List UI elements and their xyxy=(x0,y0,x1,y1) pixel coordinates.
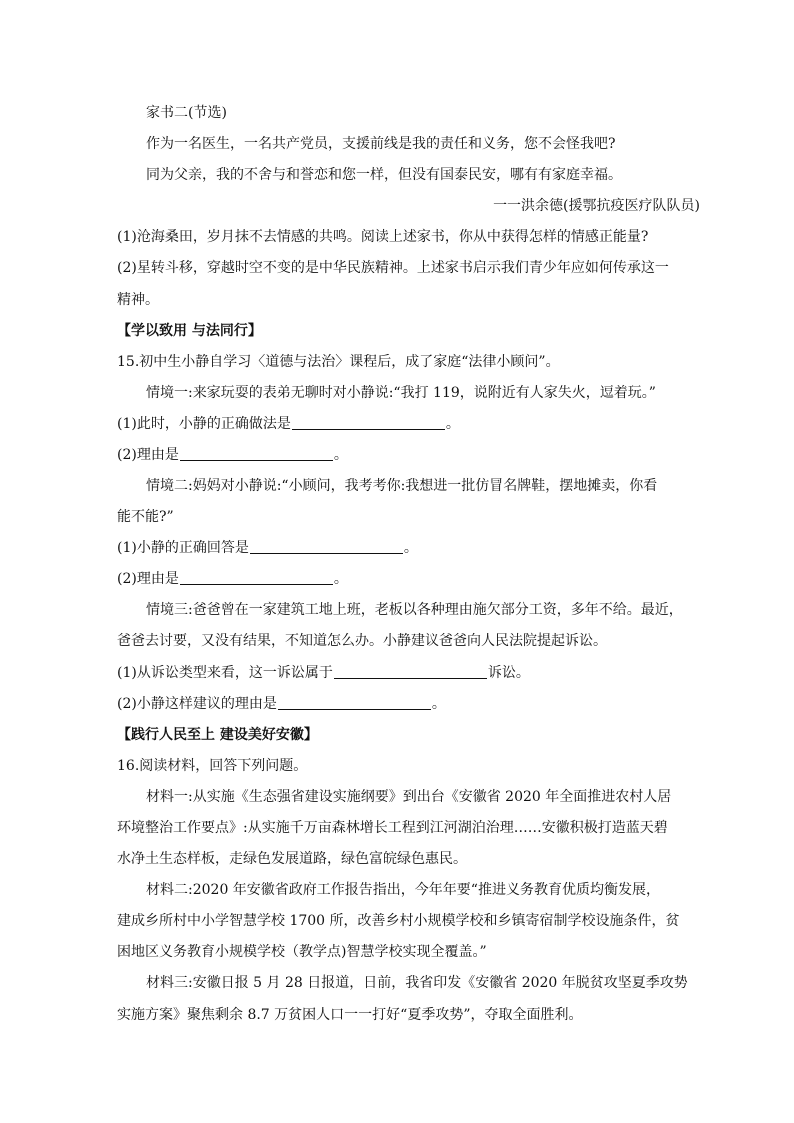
scenario-2-answer-1: (1)小静的正确回答是 。 xyxy=(117,540,418,556)
question-14-sub2: (2)星转斗移，穿越时空不变的是中华民族精神。上述家书启示我们青少年应如何传承这一 xyxy=(117,260,669,276)
letter-paragraph: 同为父亲，我的不舍与和誉恋和您一样，但没有国泰民安，哪有有家庭幸福。 xyxy=(146,167,622,183)
scenario-2-answer-2: (2)理由是 。 xyxy=(117,571,348,587)
material-3: 材料三:安徽日报 5 月 28 日报道，日前，我省印发《安徽省 2020 年脱贫攻坚夏季攻势 xyxy=(146,975,688,991)
answer-blank[interactable] xyxy=(292,415,445,430)
letter-signature: 一一洪余德(援鄂抗疫医疗队队员) xyxy=(493,198,700,214)
scenario-3-answer-1: (1)从诉讼类型来看，这一诉讼属于 诉讼。 xyxy=(117,665,530,681)
answer-blank[interactable] xyxy=(180,446,333,461)
scenario-3-answer-2: (2)小静这样建议的理由是 。 xyxy=(117,696,446,712)
question-14-sub2-cont: 精神。 xyxy=(117,292,159,308)
material-2-cont: 建成乡所村中小学智慧学校 1700 所，改善乡村小规模学校和乡镇寄宿制学校设施条件，贫 xyxy=(117,913,680,929)
material-2-cont: 困地区义务教育小规模学校（教学点)智慧学校实现全覆盖。” xyxy=(117,944,487,960)
scenario-1-text: 情境一:来家玩耍的表弟无聊时对小静说:“我打 119，说附近有人家失火，逗着玩。” xyxy=(146,385,656,401)
material-1-cont: 水净土生态样板，走绿色发展道路，绿色富皖绿色惠民。 xyxy=(117,851,467,867)
scenario-3-text-cont: 爸爸去讨要，又没有结果，不知道怎么办。小静建议爸爸向人民法院提起诉讼。 xyxy=(117,633,607,649)
scenario-2-text: 情境二:妈妈对小静说:“小顾问，我考考你:我想进一批仿冒名牌鞋，摆地摊卖，你看 xyxy=(146,478,658,494)
section-heading-law: 【学以致用 与法同行】 xyxy=(117,323,262,339)
scenario-1-answer-1: (1)此时，小静的正确做法是 。 xyxy=(117,416,460,432)
letter-paragraph: 作为一名医生，一名共产党员，支援前线是我的责任和义务，您不会怪我吧? xyxy=(146,136,616,152)
material-3-cont: 实施方案》聚焦剩余 8.7 万贫困人口一一打好“夏季攻势”，夺取全面胜利。 xyxy=(117,1007,583,1023)
scenario-2-text-cont: 能不能?” xyxy=(117,509,174,525)
answer-blank[interactable] xyxy=(180,570,333,585)
question-15-stem: 15.初中生小静自学习〈道德与法治〉课程后，成了家庭“法律小顾问”。 xyxy=(117,354,560,370)
answer-blank[interactable] xyxy=(250,539,403,554)
section-heading-anhui: 【践行人民至上 建设美好安徽】 xyxy=(117,727,318,743)
answer-blank[interactable] xyxy=(278,695,431,710)
question-16-stem: 16.阅读材料，回答下列问题。 xyxy=(117,758,308,774)
scenario-1-answer-2: (2)理由是 。 xyxy=(117,447,348,463)
material-1-cont: 环境整治工作要点》:从实施千万亩森林增长工程到江河湖泊治理……安徽积极打造蓝天碧 xyxy=(117,820,668,836)
scenario-3-text: 情境三:爸爸曾在一家建筑工地上班，老板以各种理由施欠部分工资，多年不给。最近， xyxy=(146,602,683,618)
material-1: 材料一:从实施《生态强省建设实施纲要》到出台《安徽省 2020 年全面推进农村人居 xyxy=(146,789,672,805)
material-2: 材料二:2020 年安徽省政府工作报告指出，今年年要“推进义务教育优质均衡发展， xyxy=(146,882,660,898)
letter-title: 家书二(节选) xyxy=(146,105,227,121)
question-14-sub1: (1)沧海桑田，岁月抹不去情感的共鸣。阅读上述家书，你从中获得怎样的情感正能量? xyxy=(117,229,649,245)
answer-blank[interactable] xyxy=(334,664,487,679)
